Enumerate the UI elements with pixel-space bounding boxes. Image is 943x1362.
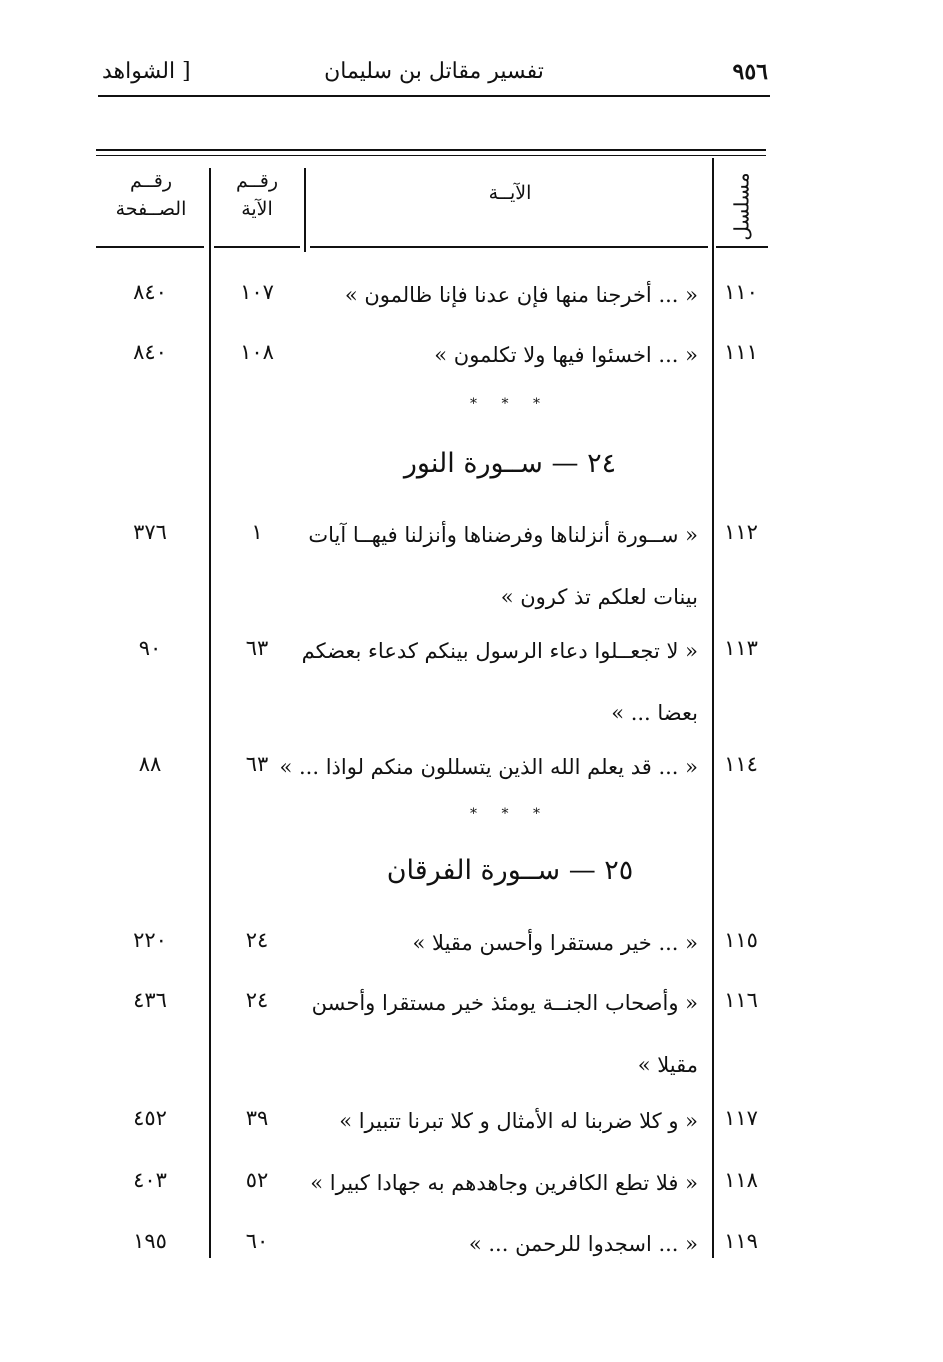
serial-number: ١١٥ xyxy=(724,928,758,952)
page-header xyxy=(98,55,770,97)
ayah-number: ٥٢ xyxy=(245,1168,269,1192)
ayah-number: ٢٤ xyxy=(245,928,269,952)
serial-number: ١١٠ xyxy=(724,280,758,304)
column-divider-ayah xyxy=(304,168,306,252)
section-title: [ الشواهد xyxy=(102,59,191,84)
table-top-rule-thin xyxy=(96,155,766,156)
header-underline-ayah-number xyxy=(214,246,300,248)
ayah-number: ١ xyxy=(251,520,263,544)
ayah-number: ٢٤ xyxy=(245,988,269,1012)
serial-number: ١١٩ xyxy=(724,1229,758,1253)
ayah-text: « ... قد يعلم الله الذين يتسللون منكم لواذا ... » xyxy=(279,755,698,779)
page-reference: ٤٠٣ xyxy=(133,1168,167,1192)
page-reference: ٢٢٠ xyxy=(133,928,167,952)
column-header-serial: مسلسل xyxy=(729,171,754,241)
page-number: ٩٥٦ xyxy=(732,59,768,85)
page-reference: ٤٥٢ xyxy=(133,1106,167,1130)
ayah-number: ١٠٧ xyxy=(240,280,274,304)
ayah-text: « ســورة أنزلناها وفرضناها وأنزلنا فيهــا آيات بينات لعلكم تذ كرون » xyxy=(308,523,698,609)
ayah-number: ٣٩ xyxy=(245,1106,269,1130)
serial-number: ١١٢ xyxy=(724,520,758,544)
header-underline-ayah xyxy=(310,246,708,248)
ayah-text: « ... اخسئوا فيها ولا تكلمون » xyxy=(434,343,698,367)
serial-number: ١١٣ xyxy=(724,636,758,660)
section-separator: * * * xyxy=(470,806,550,822)
page-reference: ٤٣٦ xyxy=(133,988,167,1012)
header-underline-serial xyxy=(716,246,768,248)
ayah-number: ٦٣ xyxy=(245,636,269,660)
ayah-text: « ... خير مستقرا وأحسن مقيلا » xyxy=(412,931,698,955)
ayah-text: « فلا تطع الكافرين وجاهدهم به جهادا كبيرا » xyxy=(310,1171,698,1195)
ayah-number: ١٠٨ xyxy=(240,340,274,364)
book-title: تفسير مقاتل بن سليمان xyxy=(324,59,544,84)
surah-heading: ٢٥ — ســورة الفرقان xyxy=(386,855,634,886)
ayah-text: « لا تجعــلوا دعاء الرسول بينكم كدعاء بعضكم بعضا ... » xyxy=(301,639,698,725)
page-reference: ٨٨ xyxy=(138,752,162,776)
page-reference: ٩٠ xyxy=(138,636,162,660)
column-divider-serial xyxy=(712,158,714,1258)
ayah-number: ٦٠ xyxy=(245,1229,269,1253)
page-reference: ٨٤٠ xyxy=(133,280,167,304)
serial-number: ١١٦ xyxy=(724,988,758,1012)
serial-number: ١١٧ xyxy=(724,1106,758,1130)
table-top-rule xyxy=(96,149,766,151)
column-header-ayah-number: رقــم الآية xyxy=(235,170,279,220)
ayah-number: ٦٣ xyxy=(245,752,269,776)
surah-heading: ٢٤ — ســورة النور xyxy=(403,448,617,479)
column-header-ayah: الآيــة xyxy=(488,182,532,204)
column-divider-ayah-number xyxy=(209,168,211,1258)
ayah-text: « وأصحاب الجنــة يومئذ خير مستقرا وأحسن مقيلا » xyxy=(311,991,698,1077)
serial-number: ١١٨ xyxy=(724,1168,758,1192)
serial-number: ١١٤ xyxy=(724,752,758,776)
column-header-page-number: رقــم الصــفحة xyxy=(115,170,187,220)
header-underline-page-number xyxy=(96,246,204,248)
ayah-text: « و كلا ضربنا له الأمثال و كلا تبرنا تتبيرا » xyxy=(339,1109,698,1133)
ayah-text: « ... أخرجنا منها فإن عدنا فإنا ظالمون » xyxy=(344,283,698,307)
page-reference: ٣٧٦ xyxy=(133,520,167,544)
page-reference: ١٩٥ xyxy=(133,1229,167,1253)
serial-number: ١١١ xyxy=(724,340,758,364)
ayah-text: « ... اسجدوا للرحمن ... » xyxy=(468,1232,698,1256)
section-separator: * * * xyxy=(470,396,550,412)
page-reference: ٨٤٠ xyxy=(133,340,167,364)
